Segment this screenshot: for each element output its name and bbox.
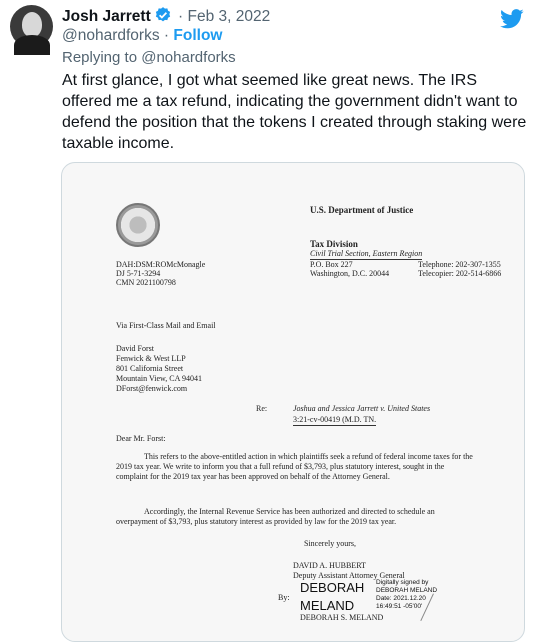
avatar-head: [22, 12, 42, 37]
letter-delivery: Via First-Class Mail and Email: [116, 321, 216, 330]
signature-cut-text: DEBORAH S. MELAND: [300, 613, 384, 622]
letter-address-1: P.O. Box 227: [310, 260, 353, 269]
follow-button[interactable]: Follow: [173, 27, 223, 44]
attached-image[interactable]: [61, 162, 525, 642]
replying-to-handle[interactable]: @nohardforks: [141, 49, 236, 66]
letter-paragraph-1: This refers to the above-entitled action in which plaintiffs seek a refund of federal income taxes for the 2019 tax year. We write to inform you that a full refund of $3,793, plus statutory interest, sought in the complaint for the 2019 tax year has been approved on behalf of the Attorney General.: [116, 452, 473, 481]
avatar-shoulders: [14, 35, 50, 55]
twitter-bird-icon[interactable]: [500, 9, 524, 34]
signature-last: MELAND: [300, 598, 355, 613]
author-handle[interactable]: @nohardforks: [62, 27, 160, 44]
signature-signed-name: DEBORAH MELAND: [376, 587, 438, 594]
signature-time: 16:49:51 -05'00': [376, 603, 423, 610]
replying-prefix: Replying to: [62, 49, 142, 66]
letter-ref-3: CMN 2021100798: [116, 278, 176, 287]
letter-paragraph-2: Accordingly, the Internal Revenue Service has been authorized and directed to schedule an overpayment of $3,793, plus statutory interest as provided by law for the 2019 tax year.: [116, 507, 435, 526]
re-number: 3:21-cv-00419 (M.D. TN.: [293, 415, 377, 424]
recipient-name: David Forst: [116, 344, 154, 353]
signature-date: Date: 2021.12.20: [376, 595, 426, 602]
recipient-email: DForst@fenwick.com: [116, 384, 188, 393]
letter-division: Tax Division: [310, 239, 358, 249]
letter-signer: DAVID A. HUBBERT: [293, 561, 366, 570]
recipient-firm: Fenwick & West LLP: [116, 354, 186, 363]
by-label: By:: [278, 593, 290, 602]
letter-section: Civil Trial Section, Eastern Region: [310, 249, 423, 258]
recipient-city: Mountain View, CA 94041: [116, 374, 202, 383]
letter-closing: Sincerely yours,: [304, 539, 356, 548]
header-separator: ·: [178, 8, 184, 25]
author-name[interactable]: Josh Jarrett: [62, 8, 151, 25]
doj-letter: [62, 163, 526, 643]
re-case: Joshua and Jessica Jarrett v. United States: [293, 404, 431, 413]
letter-salutation: Dear Mr. Forst:: [116, 434, 166, 443]
letter-department: U.S. Department of Justice: [310, 205, 414, 215]
tweet-header: [62, 6, 270, 29]
handle-separator: ·: [163, 27, 170, 44]
recipient-street: 801 California Street: [116, 364, 184, 373]
author-avatar[interactable]: [10, 5, 53, 48]
verified-badge-icon: [154, 6, 172, 29]
signature-signed-label: Digitally signed by: [376, 579, 429, 586]
signature-first: DEBORAH: [300, 580, 365, 595]
tweet-date[interactable]: Feb 3, 2022: [187, 8, 271, 25]
letter-ref-1: DAH:DSM:ROMcMonagle: [116, 260, 206, 269]
letter-ref-2: DJ 5-71-3294: [116, 269, 161, 278]
letter-signer-title: Deputy Assistant Attorney General: [293, 571, 405, 580]
handle-row: [62, 27, 222, 45]
replying-to-line: [62, 49, 236, 66]
letter-phone: Telephone: 202-307-1355: [418, 260, 501, 269]
tweet-text: At first glance, I got what seemed like great news. The IRS offered me a tax refund, indicating the government didn't want to defend the position that the tokens I created through staking were taxable income.: [62, 72, 527, 152]
letter-fax: Telecopier: 202-514-6866: [418, 269, 502, 278]
letter-address-2: Washington, D.C. 20044: [310, 269, 390, 278]
re-label: Re:: [256, 404, 268, 413]
doj-seal-icon: [116, 203, 160, 247]
